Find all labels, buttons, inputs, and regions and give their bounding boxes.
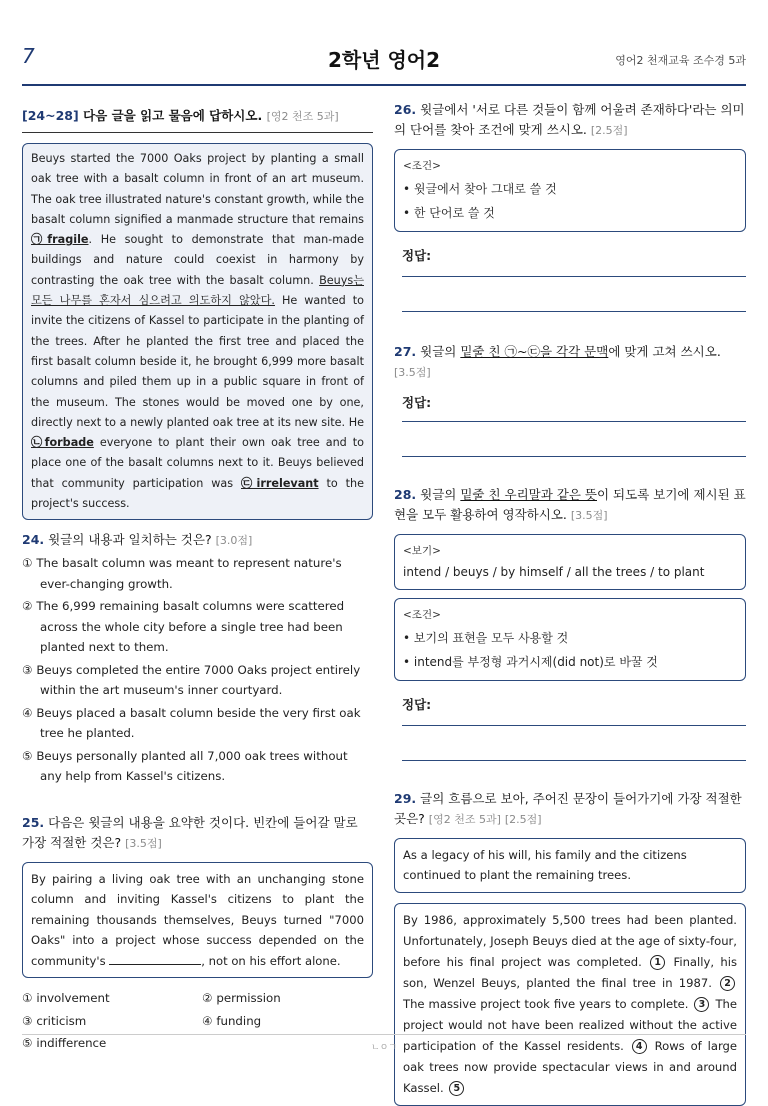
question-text: 글의 흐름으로 보아, 주어진 문장이 들어가기에 가장 적절한 곳은? xyxy=(394,790,742,826)
answer-label: 정답: xyxy=(402,394,432,410)
answer-label: 정답: xyxy=(402,247,432,263)
summary-box xyxy=(22,862,373,979)
answer-option[interactable]: ⑤ Beuys personally planted all 7,000 oak trees without any help from Kassel's citizens. xyxy=(22,748,348,784)
passage-text: Beuys started the 7000 Oaks project by planting a small oak tree with a basalt column in front of an art museum. The oak tree illustrated nature's constant growth, while the basalt column signified a manmade structure that remains xyxy=(31,152,364,226)
answer-option[interactable]: ③ Beuys completed the entire 7000 Oaks project entirely within the art museum's inner courtyard. xyxy=(22,662,361,698)
word-bank-words: intend / beuys / by himself / all the trees / to plant xyxy=(403,565,705,579)
answer-line[interactable] xyxy=(402,421,746,422)
reading-passage xyxy=(22,143,373,520)
korean-underlined-sentence: Beuys는 모든 나무를 혼자서 심으려고 의도하지 않았다. xyxy=(31,273,364,308)
question-text: 윗글에서 '서로 다른 것들이 함께 어울려 존재하다'라는 의미의 단어를 찾아 조건에 맞게 쓰시오. xyxy=(394,102,745,137)
position-marker[interactable]: 1 xyxy=(650,955,665,970)
question-points: [3.0점] xyxy=(215,534,253,548)
question-source: [영2 천조 5과] xyxy=(428,812,501,826)
answer-option[interactable]: ② The 6,999 remaining basalt columns were scattered across the whole city before a single tree had been planted next to them. xyxy=(22,599,345,655)
question-28 xyxy=(394,485,746,526)
word-bank-label: <보기> xyxy=(403,544,441,557)
footer-divider xyxy=(22,1034,746,1035)
condition-box xyxy=(394,598,746,681)
position-marker[interactable]: 3 xyxy=(694,997,709,1012)
passage-text: By 1986, approximately 5,500 trees had been planted. Unfortunately, Joseph Beuys died at the age of sixty-four, before his final project was completed. xyxy=(403,912,737,969)
answer-option[interactable]: ④ funding xyxy=(202,1013,262,1028)
answer-option[interactable]: ③ criticism xyxy=(22,1013,87,1028)
answer-label: 정답: xyxy=(402,696,432,712)
condition-box xyxy=(394,149,746,232)
question-points: [3.5점] xyxy=(125,836,162,850)
question-27 xyxy=(394,342,746,383)
condition-label: <조건> xyxy=(403,160,441,172)
question-text: 윗글의 xyxy=(420,486,461,502)
answer-option[interactable]: ② permission xyxy=(202,991,281,1006)
passage-text: He wanted to invite the citizens of Kassel to participate in the planting of the trees. After he planted the first tree and placed the first basalt column beside it, he brought 6,999 more basalt columns and piled them up in a public square in front of the museum. The stones would be moved one by one, directly next to a newly planted oak tree at its new site. He xyxy=(31,294,364,429)
question-29 xyxy=(394,789,746,830)
summary-text: , not on his effort alone. xyxy=(201,953,341,968)
answer-line[interactable] xyxy=(402,725,746,726)
passage-text: to the project's success. xyxy=(31,476,364,511)
insertion-passage xyxy=(394,903,746,1106)
question-number: 25. xyxy=(22,814,45,830)
question-text: 다음은 윗글의 내용을 요약한 것이다. 빈칸에 들어갈 말로 가장 적절한 것은? xyxy=(22,814,358,850)
blank-line xyxy=(109,964,201,965)
marked-word-b: ㉡forbade xyxy=(31,436,94,450)
question-points: [2.5점] xyxy=(590,124,628,137)
condition-item: • 보기의 표현을 모두 사용할 것 xyxy=(403,630,569,645)
section-heading xyxy=(22,106,373,124)
answer-option[interactable]: ⑤ indifference xyxy=(22,1036,107,1051)
question-text: 윗글의 xyxy=(420,343,461,359)
question-26 xyxy=(394,100,746,141)
answer-line[interactable] xyxy=(402,456,746,457)
answer-option[interactable]: ① involvement xyxy=(22,991,110,1006)
condition-item: • 윗글에서 찾아 그대로 쓸 것 xyxy=(403,181,557,196)
header-divider xyxy=(22,84,746,86)
passage-text: . He sought to demonstrate that man-made buildings and nature could coexist in harmony by contrasting the oak tree with the basalt column. xyxy=(31,233,365,287)
footer-text: ㄴㅇㄱ xyxy=(370,1043,398,1053)
page-number: 7 xyxy=(22,44,35,68)
question-range: [24~28] xyxy=(22,108,79,123)
question-text-underlined: 밑줄 친 우리말과 같은 뜻 xyxy=(460,486,597,502)
question-text: 에 맞게 고쳐 쓰시오. xyxy=(608,343,721,359)
passage-text: The project would not have been realized without the active participation of the Kassel residents. xyxy=(403,996,738,1053)
right-column xyxy=(394,96,746,1106)
marked-word-a: ㉠fragile xyxy=(31,233,89,247)
passage-text: Rows of large oak trees now provide spectacular views in and around Kassel. xyxy=(403,1038,737,1095)
question-number: 27. xyxy=(394,343,417,359)
section-source: [영2 천조 5과] xyxy=(266,110,339,123)
question-text: 이 되도록 보기에 제시된 표현을 모두 활용하여 영작하시오. xyxy=(394,486,746,522)
question-points: [3.5점] xyxy=(394,365,431,379)
position-marker[interactable]: 5 xyxy=(449,1081,464,1096)
word-bank-box xyxy=(394,534,746,591)
page-title: 2학년 영어2 xyxy=(327,48,441,72)
question-number: 28. xyxy=(394,486,417,502)
passage-text: Finally, his son, Wenzel Beuys, planted the final tree in 1987. xyxy=(403,954,738,990)
question-number: 24. xyxy=(22,532,45,548)
position-marker[interactable]: 2 xyxy=(720,976,735,991)
condition-item: • intend를 부정형 과거시제(did not)로 바꿀 것 xyxy=(403,654,658,669)
question-text: 윗글의 내용과 일치하는 것은? xyxy=(48,532,212,548)
answer-line[interactable] xyxy=(402,311,746,312)
question-text-underlined: 밑줄 친 ㉠~㉢을 각각 문맥 xyxy=(460,343,609,359)
question-number: 26. xyxy=(394,102,417,117)
passage-text: The massive project took five years to complete. xyxy=(403,996,689,1011)
position-marker[interactable]: 4 xyxy=(632,1039,647,1054)
answer-option[interactable]: ④ Beuys placed a basalt column beside the very first oak tree he planted. xyxy=(22,705,361,741)
given-sentence-box: As a legacy of his will, his family and the citizens continued to plant the remaining trees. xyxy=(394,838,746,893)
header-subtitle: 영어2 천재교육 조수경 5과 xyxy=(615,54,746,67)
question-number: 29. xyxy=(394,790,417,806)
answer-option[interactable]: ① The basalt column was meant to represent nature's ever-changing growth. xyxy=(22,556,342,591)
question-24 xyxy=(22,530,373,551)
marked-word-c: ㉢irrelevant xyxy=(240,476,319,490)
section-divider xyxy=(22,132,373,133)
section-instruction: 다음 글을 읽고 물음에 답하시오. xyxy=(83,108,263,123)
summary-text: By pairing a living oak tree with an unchanging stone column and inviting Kassel's citizens to plant the remaining thousands themselves, Beuys turned "7000 Oaks" into a project whose success depended on the community's xyxy=(31,871,364,968)
answer-line[interactable] xyxy=(402,276,746,277)
left-column xyxy=(22,96,373,1054)
question-points: [2.5점] xyxy=(504,812,542,826)
answer-line[interactable] xyxy=(402,760,746,761)
condition-label: <조건> xyxy=(403,609,441,621)
question-25 xyxy=(22,813,373,854)
passage-text: everyone to plant their own oak tree and to place one of the basalt columns next to it. Beuys believed that community participation was xyxy=(31,436,364,490)
condition-item: • 한 단어로 쓸 것 xyxy=(403,205,495,220)
question-points: [3.5점] xyxy=(570,508,608,522)
